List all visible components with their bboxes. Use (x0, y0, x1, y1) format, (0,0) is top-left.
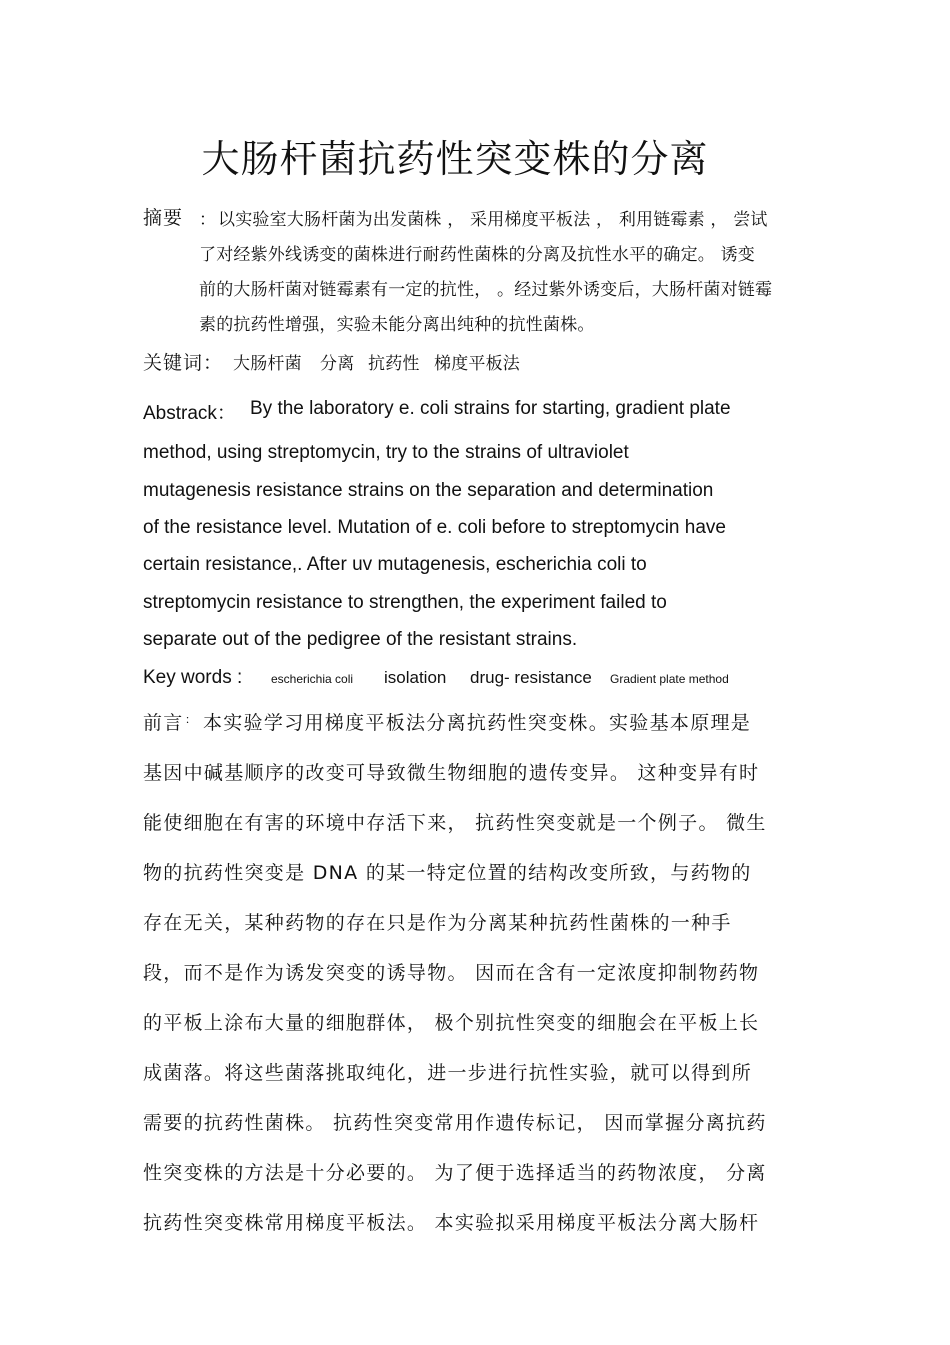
keyword-en: isolation (384, 668, 447, 687)
abstract-en-line: certain resistance,. After uv mutagenesis, escherichia coli to (143, 554, 647, 575)
keywords-zh-label: 关键词： (143, 352, 224, 374)
preface-line: 性突变株的方法是十分必要的。 为了便于选择适当的药物浓度， 分离 (143, 1162, 767, 1184)
preface-line: 抗药性突变株常用梯度平板法。 本实验拟采用梯度平板法分离大肠杆 (143, 1212, 760, 1234)
keyword-zh: 抗药性 (368, 354, 420, 374)
keyword-zh: 大肠杆菌 (233, 354, 302, 374)
preface-line: 物的抗药性突变是 DNA 的某一特定位置的结构改变所致，与药物的 (143, 862, 752, 884)
preface-line: 能使细胞在有害的环境中存活下来， 抗药性突变就是一个例子。 微生 (143, 812, 767, 834)
abstract-zh-line: 素的抗药性增强，实验未能分离出纯种的抗性菌株。 (199, 315, 595, 335)
abstract-en-line: separate out of the pedigree of the resistant strains. (143, 629, 578, 650)
preface-colon: ： (185, 713, 196, 726)
abstract-en-line: mutagenesis resistance strains on the separation and determination (143, 480, 714, 501)
abstract-zh-label: 摘要 (143, 207, 184, 229)
keyword-zh: 分离 (320, 354, 355, 374)
keyword-en: Gradient plate method (610, 672, 729, 686)
preface-line: 基因中碱基顺序的改变可导致微生物细胞的遗传变异。 这种变异有时 (143, 762, 760, 784)
abstract-zh-line: 前的大肠杆菌对链霉素有一定的抗性， 。经过紫外诱变后，大肠杆菌对链霉 (199, 280, 773, 300)
preface-line: 本实验学习用梯度平板法分离抗药性突变株。实验基本原理是 (203, 712, 752, 734)
abstract-zh-colon: ： (199, 210, 217, 230)
abstract-zh-line: 了对经紫外线诱变的菌株进行耐药性菌株的分离及抗性水平的确定。 诱变 (199, 245, 756, 265)
keyword-en: escherichia coli (271, 672, 354, 686)
keyword-en: drug- resistance (470, 668, 592, 687)
preface-line: 成菌落。将这些菌落挑取纯化，进一步进行抗性实验，就可以得到所 (143, 1062, 753, 1084)
preface-line: 需要的抗药性菌株。 抗药性突变常用作遗传标记， 因而掌握分离抗药 (143, 1112, 767, 1134)
keyword-zh: 梯度平板法 (434, 354, 520, 374)
preface-label: 前言 (143, 712, 184, 734)
abstract-en-line: By the laboratory e. coli strains for starting, gradient plate (250, 398, 731, 419)
preface-line: 的平板上涂布大量的细胞群体， 极个别抗性突变的细胞会在平板上长 (143, 1012, 760, 1034)
preface-line: 段，而不是作为诱发突变的诱导物。 因而在含有一定浓度抑制物药物 (143, 962, 760, 984)
page-title: 大肠杆菌抗药性突变株的分离 (201, 137, 709, 181)
keywords-en-label: Key words : (143, 667, 243, 688)
abstract-zh-line: 以实验室大肠杆菌为出发菌株 ， 采用梯度平板法 ， 利用链霉素 ， 尝试 (218, 210, 768, 230)
preface-line: 存在无关，某种药物的存在只是作为分离某种抗药性菌株的一种手 (143, 912, 732, 934)
abstract-en-line: of the resistance level. Mutation of e. coli before to streptomycin have (143, 517, 726, 538)
abstract-en-line: streptomycin resistance to strengthen, the experiment failed to (143, 592, 667, 613)
abstract-en-line: method, using streptomycin, try to the strains of ultraviolet (143, 442, 629, 463)
abstract-en-label: Abstrack： (143, 403, 236, 424)
